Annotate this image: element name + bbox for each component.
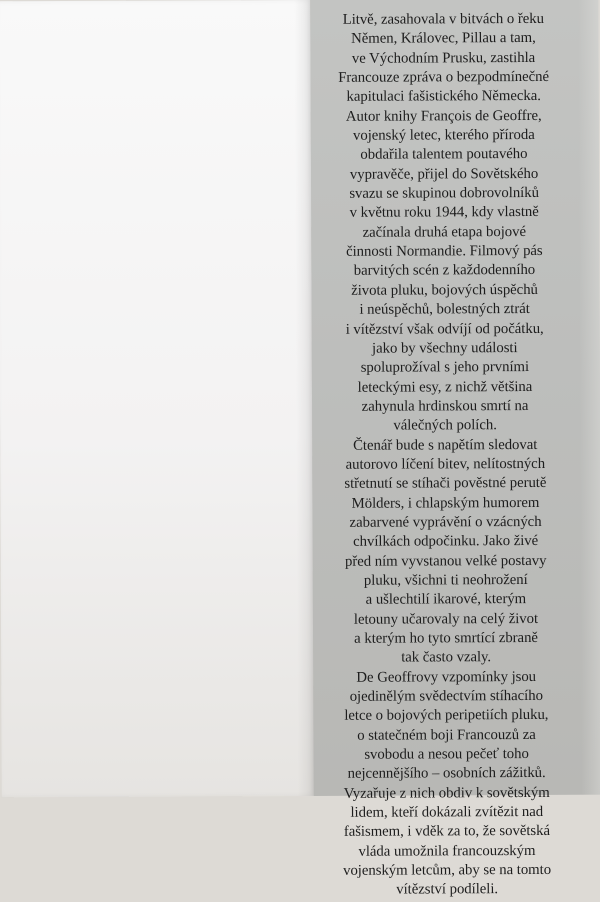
text-line: o statečném boji Francouzů za <box>357 726 536 744</box>
text-line: zabarvené vyprávění o vzácných <box>349 513 542 531</box>
text-line: vláda umožnila francouzským <box>358 842 536 860</box>
text-line: chvílkách odpočinku. Jako živé <box>353 533 539 551</box>
text-line: vypravěče, přijel do Sovětského <box>349 165 539 183</box>
text-line: i vítězství však odvíjí od počátku, <box>345 320 544 338</box>
text-line: fašismem, i vděk za to, že sovětská <box>343 823 551 841</box>
text-line: obdařila talentem poutavého <box>360 146 528 164</box>
text-line: a kterým ho tyto smrtící zbraně <box>354 629 538 647</box>
text-line: nejcennějšího – osobních zážitků. <box>347 765 546 783</box>
text-line: De Geoffrovy vzpomínky jsou <box>356 668 537 686</box>
text-line: činnosti Normandie. Filmový pás <box>346 243 543 260</box>
text-line: ve Východním Prusku, zastihla <box>351 49 536 67</box>
text-line: Litvě, zasahovala v bitvách o řeku <box>342 10 545 28</box>
text-line: Vyzařuje z nich obdiv k sovětským <box>343 784 550 802</box>
text-line: Francouze zpráva o bezpodmínečné <box>338 68 550 86</box>
text-line: tak často vzaly. <box>401 649 492 666</box>
text-line: jako by všechny události <box>371 339 518 357</box>
text-line: začínala druhá etapa bojové <box>362 223 526 241</box>
text-line: letouny učarovaly na celý život <box>353 610 539 628</box>
text-line: barvitých scén z každodenního <box>353 262 536 280</box>
text-line: a ušlechtilí ikarové, kterým <box>365 591 527 609</box>
text-line: válečných polích. <box>393 417 497 434</box>
text-line: Němen, Královec, Pillau a tam, <box>351 30 536 48</box>
text-line: svobodu a nesou pečeť toho <box>364 746 529 763</box>
text-line: vojenský letec, kterého příroda <box>352 127 535 144</box>
text-line: leteckými esy, z nichž většina <box>357 378 533 396</box>
text-line: pluku, všichni ti neohrožení <box>363 571 528 589</box>
text-line: svazu se skupinou dobrovolníků <box>349 185 539 202</box>
text-line: i neúspěchů, bolestných ztrát <box>359 301 530 318</box>
text-line: střetnutí se stíhači pověstné perutě <box>344 475 547 493</box>
text-line: vítězství podíleli. <box>396 881 499 899</box>
text-line: Mölders, i chlapským humorem <box>351 494 540 512</box>
blank-white-page <box>0 0 314 797</box>
text-line: v květnu roku 1944, kdy vlastně <box>349 204 539 222</box>
text-line: Autor knihy François de Geoffre, <box>345 107 542 125</box>
text-line: letce o bojových peripetiích pluku, <box>344 707 549 725</box>
text-line: před ním vyvstanou velké postavy <box>344 552 547 570</box>
text-line: kapitulaci fašistického Německa. <box>346 88 541 106</box>
text-line: vojenským letcům, aby se na tomto <box>343 862 552 879</box>
text-line: spoluprožíval s jeho prvními <box>360 359 530 376</box>
text-line: života pluku, bojových úspěchů <box>351 281 538 299</box>
text-line: ojedinělým svědectvím stíhacího <box>349 687 543 705</box>
text-line: zahynula hrdinskou smrtí na <box>361 397 529 415</box>
text-line: Čtenář bude s napětím sledovat <box>353 436 538 454</box>
text-line: lidem, kteří dokázali zvítězit nad <box>350 804 544 821</box>
text-line: autorovo líčení bitev, nelítostných <box>345 455 546 473</box>
flap-text-block <box>310 10 580 901</box>
